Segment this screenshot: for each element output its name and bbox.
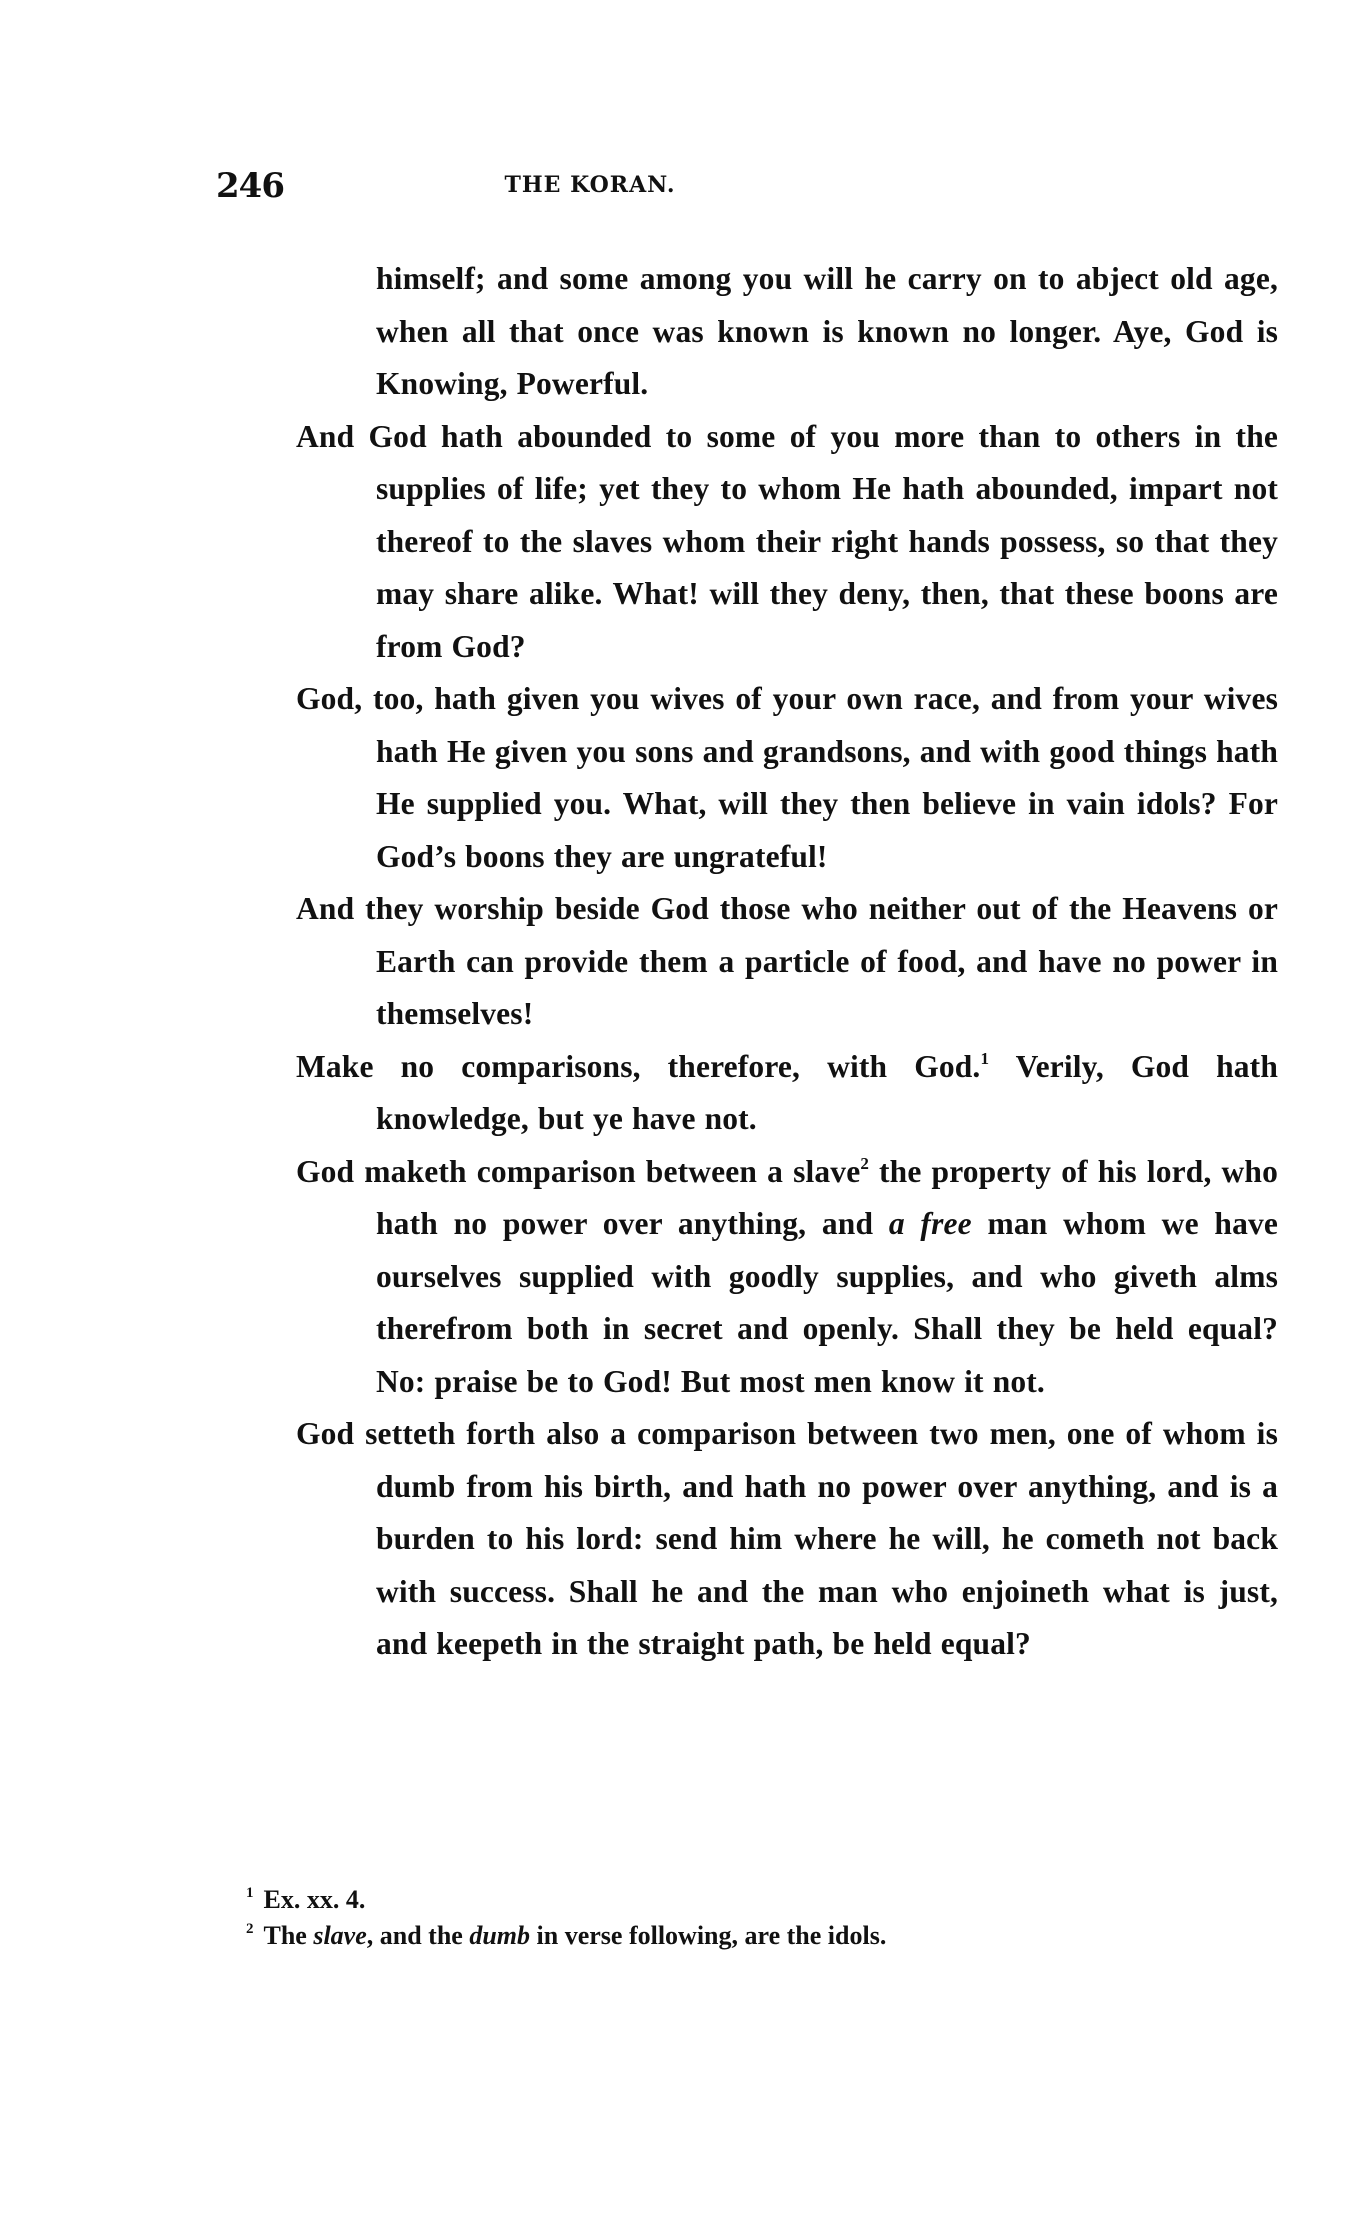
verse-paragraph bbox=[296, 1146, 1278, 1409]
text-run: God maketh comparison between a slave bbox=[296, 1153, 861, 1189]
verse-paragraph bbox=[296, 1041, 1278, 1146]
footnote bbox=[246, 1918, 1246, 1954]
running-title: THE KORAN. bbox=[504, 172, 676, 198]
text-run: himself; and some among you will he carry on to abject old age, when all that once was known is known no longer. Aye, God is Knowing, Powerful. bbox=[376, 261, 1278, 401]
verse-paragraph bbox=[296, 1408, 1278, 1671]
text-run: God, too, hath given you wives of your own race, and from your wives hath He given you sons and grandsons, and with good things hath He supplied you. What, will they then believe in vain idols? For God’s boons they are ungrateful! bbox=[296, 681, 1278, 874]
footnote-marker: 2 bbox=[246, 1921, 254, 1937]
text-run: man whom we have ourselves supplied with goodly supplies, and who giveth alms therefrom both in secret and openly. Shall they be held equal? No: praise be to God! But most men know it not. bbox=[376, 1206, 1278, 1399]
text-run: God setteth forth also a comparison between two men, one of whom is dumb from his birth, and hath no power over anything, and is a burden to his lord: send him where he will, he cometh not back with success. Shall he and the man who enjoineth what is just, and keepeth in the straight path, be held equal? bbox=[296, 1416, 1278, 1661]
page-number: 246 bbox=[216, 166, 284, 206]
paragraph-continued bbox=[296, 253, 1278, 411]
text-run: And God hath abounded to some of you more than to others in the supplies of life; yet they to whom He hath abounded, impart not thereof to the slaves whom their right hands possess, so that they may share alike. What! will they deny, then, that these boons are from God? bbox=[296, 418, 1278, 664]
italic-text: a free bbox=[888, 1206, 972, 1241]
footnote-reference[interactable]: 2 bbox=[860, 1153, 869, 1173]
text-run: The bbox=[263, 1921, 314, 1950]
footnote-reference[interactable]: 1 bbox=[980, 1048, 990, 1068]
text-run: Ex. xx. 4. bbox=[263, 1885, 366, 1914]
text-run: Make no comparisons, therefore, with God. bbox=[296, 1048, 981, 1084]
body-text bbox=[296, 253, 1278, 1671]
footnote-marker: 1 bbox=[246, 1885, 254, 1901]
text-run: , and the bbox=[366, 1921, 470, 1950]
italic-text: slave bbox=[313, 1921, 367, 1950]
text-run: the property of his lord, who hath no power over anything, and bbox=[376, 1153, 1278, 1241]
italic-text: dumb bbox=[469, 1921, 531, 1950]
text-run: And they worship beside God those who neither out of the Heavens or Earth can provide them a particle of food, and have no power in themselves! bbox=[296, 891, 1278, 1031]
footnotes bbox=[246, 1882, 1246, 1954]
verse-paragraph bbox=[296, 411, 1278, 674]
text-run: Verily, God hath knowledge, but ye have not. bbox=[376, 1048, 1278, 1136]
verse-paragraph bbox=[296, 673, 1278, 883]
text-run: in verse following, are the idols. bbox=[530, 1921, 887, 1950]
footnote bbox=[246, 1882, 1246, 1918]
verse-paragraph bbox=[296, 883, 1278, 1041]
